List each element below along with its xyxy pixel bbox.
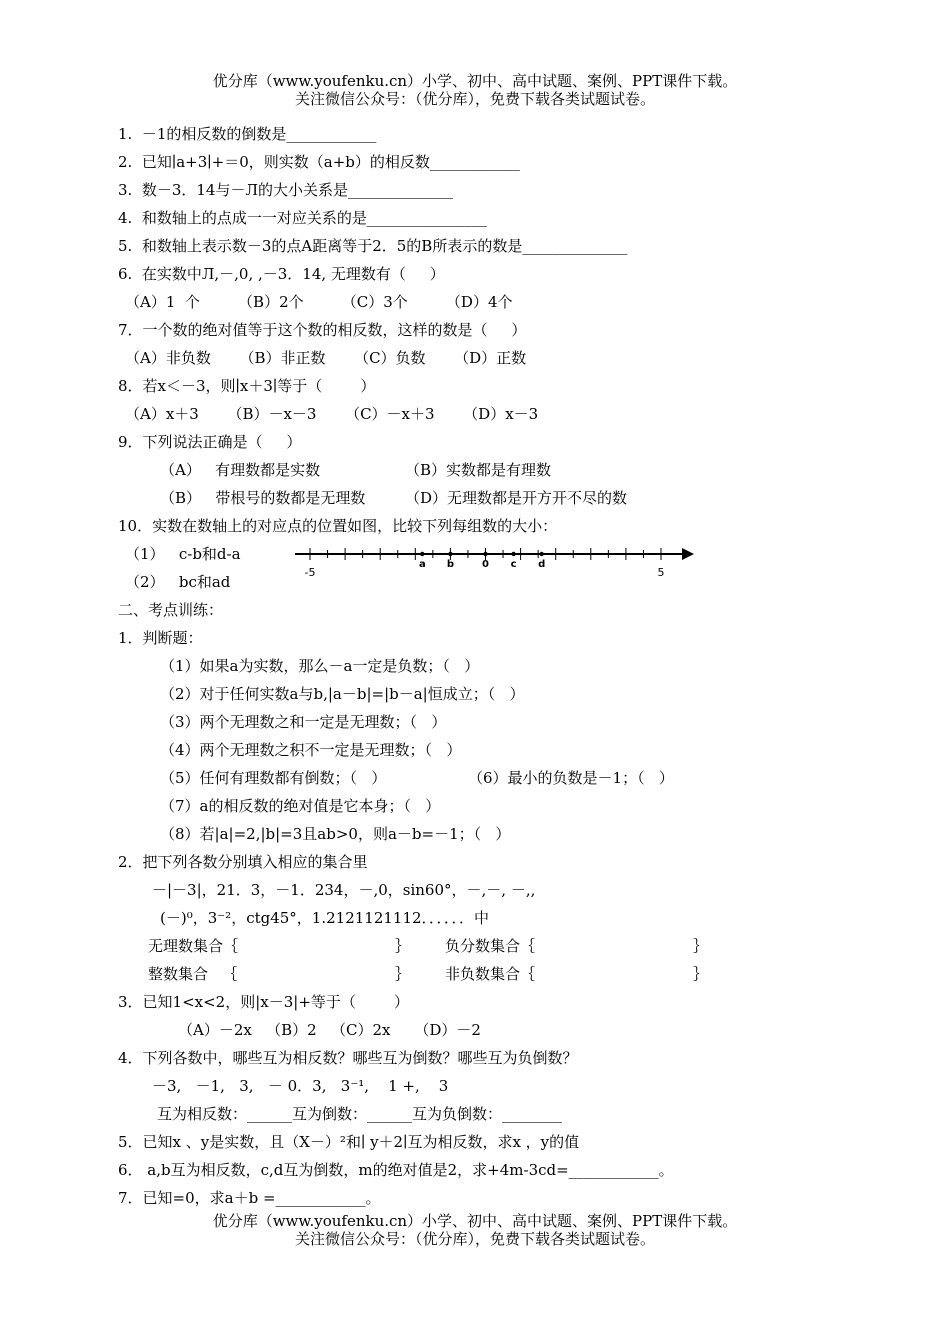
practice-1-item-5: （5）任何有理数都有倒数；（ ） xyxy=(160,769,387,787)
number-line-point-label: d xyxy=(538,559,546,570)
set-negative-fraction: 负分数集合｛ xyxy=(445,937,536,955)
page-header-line2: 关注微信公众号：（优分库），免费下载各类试题试卷。 xyxy=(294,90,655,108)
set-integer: 整数集合 ｛ xyxy=(148,965,238,983)
page-footer-line1: 优分库（www.youfenku.cn）小学、初中、高中试题、案例、PPT课件下载。 xyxy=(212,1212,738,1230)
section-2-title: 二、考点训练： xyxy=(118,601,224,619)
practice-1-item-6: （6）最小的负数是－1；（ ） xyxy=(468,769,674,787)
set-irrational-close: ｝ xyxy=(395,937,411,955)
question-9-option-d: （D）无理数都是开方开不尽的数 xyxy=(405,489,628,507)
practice-1-item-3: （3）两个无理数之和一定是无理数；（ ） xyxy=(160,713,447,731)
practice-5: 5．已知x 、y是实数，且（X－）²和∣ y＋2∣互为相反数，求x ，y的值 xyxy=(118,1133,580,1151)
number-line-point-label: a xyxy=(418,559,426,570)
practice-3: 3．已知1<x<2，则|x－3|+等于（ ） xyxy=(118,993,410,1011)
practice-1-item-8: （8）若|a|=2,|b|=3且ab>0，则a－b=－1；（ ） xyxy=(160,825,511,843)
question-10: 10．实数在数轴上的对应点的位置如图，比较下列每组数的大小： xyxy=(118,517,558,535)
practice-7: 7．已知=0，求a＋b =____________。 xyxy=(118,1189,381,1207)
question-9-option-b: （B）实数都是有理数 xyxy=(405,461,552,479)
number-line-arrow xyxy=(682,548,694,560)
practice-1-item-2: （2）对于任何实数a与b,|a－b|=|b－a|恒成立；（ ） xyxy=(160,685,525,703)
question-4: 4. 和数轴上的点成一一对应关系的是________________ xyxy=(118,209,487,227)
question-9: 9．下列说法正确是（ ） xyxy=(118,433,302,451)
question-1: 1. －1的相反数的倒数是____________ xyxy=(118,125,377,143)
number-line-point-0 xyxy=(483,552,487,556)
practice-3-options: （A）－2x （B）2 （C）2x （D）－2 xyxy=(178,1021,481,1039)
question-6-options: （A）1 个 （B）2个 （C）3个 （D）4个 xyxy=(125,293,513,311)
practice-2: 2．把下列各数分别填入相应的集合里 xyxy=(118,853,368,871)
question-10-item-2: （2） bc和ad xyxy=(125,573,231,591)
practice-1-item-1: （1）如果a为实数，那么－a一定是负数；（ ） xyxy=(160,657,480,675)
set-irrational: 无理数集合｛ xyxy=(148,937,239,955)
number-line-min-label: -5 xyxy=(304,566,316,579)
question-9-option-c: （B） 带根号的数都是无理数 xyxy=(160,489,366,507)
question-3: 3. 数－3．14与－Л的大小关系是______________ xyxy=(118,181,453,199)
question-8: 8．若x＜－3，则∣x＋3∣等于（ ） xyxy=(118,377,376,395)
question-7-options: （A）非负数 （B）非正数 （C）负数 （D）正数 xyxy=(125,349,527,367)
practice-4-blanks: 互为相反数：______互为倒数：______互为负倒数：________ xyxy=(157,1105,563,1123)
set-non-negative-close: ｝ xyxy=(693,965,709,983)
practice-2-numbers-line1: －|－3|，21．3，－1．234，－,0，sin60°，－,－, －,, xyxy=(152,881,536,899)
question-6: 6. 在实数中Л,－,0, ,－3．14, 无理数有（ ） xyxy=(118,265,445,283)
number-line-point-b xyxy=(448,552,452,556)
number-line-point-label: 0 xyxy=(482,559,489,570)
page-footer-line2: 关注微信公众号：（优分库），免费下载各类试题试卷。 xyxy=(294,1230,655,1248)
question-10-item-1: （1） c-b和d-a xyxy=(125,545,241,563)
practice-6: 6． a,b互为相反数，c,d互为倒数，m的绝对值是2，求+4m-3cd=____________。 xyxy=(118,1161,674,1179)
number-line-figure xyxy=(290,540,700,582)
number-line-max-label: 5 xyxy=(657,566,665,579)
practice-2-numbers-line2: (－)⁰，3⁻²，ctg45°，1.2121121112．．．．．．中 xyxy=(160,909,490,927)
question-5: 5. 和数轴上表示数－3的点A距离等于2．5的B所表示的数是______________ xyxy=(118,237,628,255)
set-non-negative: 非负数集合｛ xyxy=(445,965,536,983)
practice-1: 1．判断题： xyxy=(118,629,203,647)
practice-4: 4．下列各数中，哪些互为相反数？哪些互为倒数？哪些互为负倒数？ xyxy=(118,1049,578,1067)
set-integer-close: ｝ xyxy=(395,965,411,983)
question-2: 2. 已知∣a+3∣+＝0，则实数（a+b）的相反数____________ xyxy=(118,153,520,171)
question-9-option-a: （A） 有理数都是实数 xyxy=(160,461,321,479)
practice-1-item-4: （4）两个无理数之积不一定是无理数；（ ） xyxy=(160,741,462,759)
number-line-point-label: c xyxy=(510,559,517,570)
page-header-line1: 优分库（www.youfenku.cn）小学、初中、高中试题、案例、PPT课件下载。 xyxy=(212,72,738,90)
number-line-point-label: b xyxy=(446,559,454,570)
number-line-point-d xyxy=(539,552,543,556)
set-negative-fraction-close: ｝ xyxy=(693,937,709,955)
number-line-point-a xyxy=(420,552,424,556)
question-8-options: （A）x＋3 （B）－x－3 （C）－x＋3 （D）x－3 xyxy=(125,405,539,423)
practice-1-item-7: （7）a的相反数的绝对值是它本身；（ ） xyxy=(160,797,441,815)
number-line-point-c xyxy=(511,552,515,556)
practice-4-numbers: －3, －1, 3, － 0．3, 3⁻¹, 1 +, 3 xyxy=(152,1077,449,1095)
question-7: 7．一个数的绝对值等于这个数的相反数，这样的数是（ ） xyxy=(118,321,527,339)
